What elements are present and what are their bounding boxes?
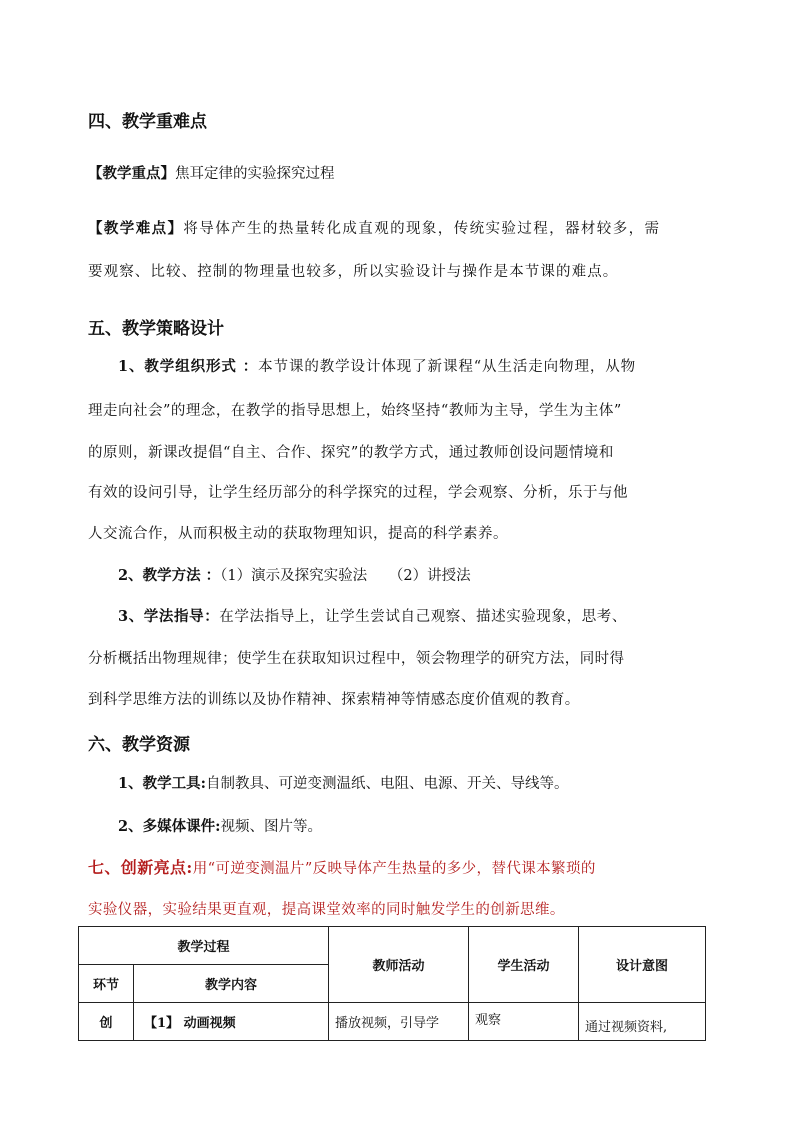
table-header-row-1 [79, 927, 706, 965]
innovation-text-2: 实验仪器，实验结果更直观，提高课堂效率的同时触发学生的创新思维。 [88, 902, 565, 918]
innovation-label: 七、创新亮点: [88, 858, 193, 877]
strategy-item-3-line1 [118, 605, 627, 626]
strategy-item-1-text-4: 有效的设问引导，让学生经历部分的科学探究的过程，学会观察、分析，乐于与他 [88, 485, 628, 501]
resource-item-1-label: 1、教学工具: [118, 775, 206, 792]
header-teaching-process: 教学过程 [79, 927, 329, 965]
key-point-label: 【教学重点】 [88, 165, 175, 182]
section-heading-6: 六、教学资源 [88, 735, 190, 755]
difficulty-label: 【教学难点】 [88, 220, 184, 237]
resource-item-2 [118, 815, 322, 836]
innovation-text-1: 用“可逆变测温片”反映导体产生热量的多少，替代课本繁琐的 [192, 861, 596, 877]
lesson-process-table [78, 926, 706, 1041]
table-row [79, 1003, 706, 1041]
row-content: 【1】 动画视频 [134, 1003, 329, 1041]
resource-item-1-text: 自制教具、可逆变测温纸、电阻、电源、开关、导线等。 [205, 776, 569, 792]
strategy-item-2 [118, 564, 471, 585]
strategy-item-3-label: 3、学法指导： [118, 608, 220, 625]
strategy-item-1-text-5: 人交流合作，从而积极主动的获取物理知识，提高的科学素养。 [88, 526, 508, 542]
row-student-activity: 观察 [469, 1003, 579, 1041]
strategy-item-1-text-3: 的原则，新课改提倡“自主、合作、探究”的教学方式，通过教师创设问题情境和 [88, 445, 614, 461]
resource-item-2-label: 2、多媒体课件: [118, 818, 221, 835]
row-design-intent: 通过视频资料, [579, 1003, 706, 1041]
strategy-item-3-text-2: 分析概括出物理规律；使学生在获取知识过程中，领会物理学的研究方法，同时得 [88, 651, 625, 667]
strategy-item-1-line1 [118, 355, 636, 376]
section-heading-4: 四、教学重难点 [88, 112, 207, 132]
resource-item-2-text: 视频、图片等。 [220, 819, 322, 835]
strategy-item-3-text-1: 在学法指导上，让学生尝试自己观察、描述实验现象，思考、 [219, 609, 627, 625]
strategy-item-1-text-2: 理走向社会”的理念，在教学的指导思想上，始终坚持“教师为主导，学生为主体” [88, 403, 622, 419]
difficulty-text-2: 要观察、比较、控制的物理量也较多，所以实验设计与操作是本节课的难点。 [88, 264, 619, 280]
header-student-activity: 学生活动 [469, 927, 579, 1003]
strategy-item-1-text-1: 本节课的教学设计体现了新课程“从生活走向物理，从物 [258, 359, 637, 375]
key-point-paragraph [88, 162, 335, 183]
header-stage: 环节 [79, 965, 134, 1003]
strategy-item-1-label: 1、教学组织形式 ： [118, 358, 259, 375]
section-heading-5: 五、教学策略设计 [88, 319, 224, 339]
resource-item-1 [118, 772, 568, 793]
innovation-line1 [88, 855, 596, 878]
header-design-intent: 设计意图 [579, 927, 706, 1003]
strategy-item-2-label: 2、教学方法 ： [118, 567, 221, 584]
row-teacher-activity: 播放视频，引导学 [329, 1003, 469, 1041]
key-point-text: 焦耳定律的实验探究过程 [175, 166, 335, 182]
header-teacher-activity: 教师活动 [329, 927, 469, 1003]
strategy-item-2-text: （1）演示及探究实验法 （2）讲授法 [220, 568, 471, 584]
difficulty-text-1: 将导体产生的热量转化成直观的现象，传统实验过程，器材较多，需 [183, 221, 661, 237]
difficulty-paragraph-line1 [88, 217, 660, 238]
row-stage: 创 [79, 1003, 134, 1041]
strategy-item-3-text-3: 到科学思维方法的训练以及协作精神、探索精神等情感态度价值观的教育。 [88, 692, 580, 708]
header-teaching-content: 教学内容 [134, 965, 329, 1003]
